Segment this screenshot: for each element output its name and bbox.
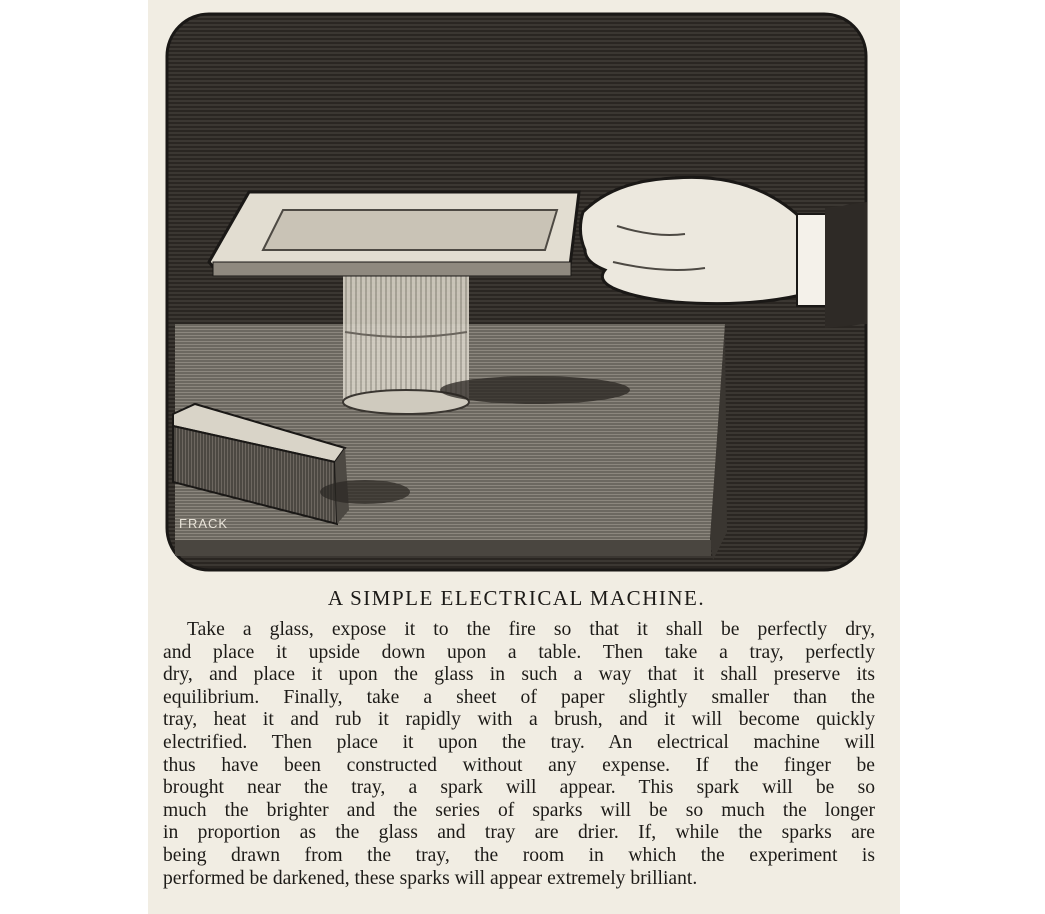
tray xyxy=(209,192,579,276)
paragraph-line: much the brighter and the series of sparks will be so much the longer xyxy=(163,799,875,821)
paragraph-line: dry, and place it upon the glass in such a way that it shall preserve its xyxy=(163,664,875,686)
article-paragraph xyxy=(163,619,875,890)
article-title: A SIMPLE ELECTRICAL MACHINE. xyxy=(327,586,706,610)
paragraph-line: being drawn from the tray, the room in which the experiment is xyxy=(163,844,875,866)
paragraph-line: in proportion as the glass and tray are drier. If, while the sparks are xyxy=(163,822,875,844)
paragraph-line: electrified. Then place it upon the tray. An electrical machine will xyxy=(163,731,875,753)
paragraph-line: equilibrium. Finally, take a sheet of paper slightly smaller than the xyxy=(163,686,875,708)
artist-signature: FRACK xyxy=(179,516,229,531)
paragraph-line: performed be darkened, these sparks will appear extremely brilliant. xyxy=(163,867,698,889)
paragraph-line: Take a glass, expose it to the fire so that it shall be perfectly dry, xyxy=(187,619,875,640)
paragraph-line: and place it upside down upon a table. Then take a tray, perfectly xyxy=(163,641,875,663)
paragraph-line: brought near the tray, a spark will appear. This spark will be so xyxy=(163,777,875,799)
illustration xyxy=(165,12,868,572)
paragraph-line: tray, heat it and rub it rapidly with a brush, and it will become quickly xyxy=(163,709,875,731)
paragraph-line: thus have been constructed without any expense. If the finger be xyxy=(163,754,875,776)
